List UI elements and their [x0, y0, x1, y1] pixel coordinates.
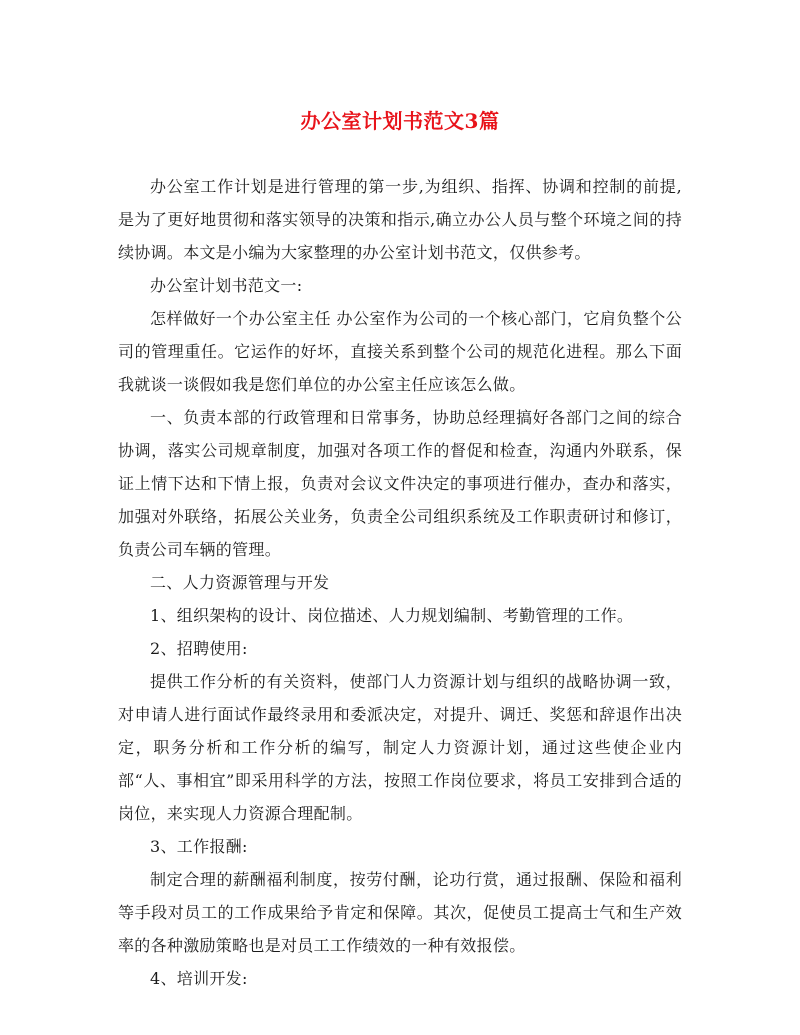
section-heading-sample-one: 办公室计划书范文一: — [150, 276, 303, 295]
document-body — [118, 170, 682, 995]
list-item: 4、培训开发: — [150, 969, 248, 988]
body-paragraph: 制定合理的薪酬福利制度，按劳付酬，论功行赏，通过报酬、保险和福利等手段对员工的工作成果给予肯定和保障。其次，促使员工提高士气和生产效率的各种激励策略也是对员工工作绩效的一种有效报偿。 — [118, 870, 682, 955]
list-item: 3、工作报酬: — [150, 837, 248, 856]
list-item: 2、招聘使用: — [150, 639, 248, 658]
body-paragraph: 怎样做好一个办公室主任 办公室作为公司的一个核心部门，它肩负整个公司的管理重任。它运作的好坏，直接关系到整个公司的规范化进程。那么下面我就谈一谈假如我是您们单位的办公室主任应该怎么做。 — [118, 309, 682, 394]
list-item: 1、组织架构的设计、岗位描述、人力规划编制、考勤管理的工作。 — [150, 606, 634, 625]
document-title: 办公室计划书范文3篇 — [300, 109, 500, 133]
body-paragraph: 提供工作分析的有关资料，使部门人力资源计划与组织的战略协调一致，对申请人进行面试作最终录用和委派决定，对提升、调迁、奖惩和辞退作出决定，职务分析和工作分析的编写，制定人力资源计划，通过这些使企业内部“人、事相宜”即采用科学的方法，按照工作岗位要求，将员工安排到合适的岗位，来实现人力资源合理配制。 — [118, 672, 682, 823]
body-paragraph: 一、负责本部的行政管理和日常事务，协助总经理搞好各部门之间的综合协调，落实公司规章制度，加强对各项工作的督促和检查，沟通内外联系，保证上情下达和下情上报，负责对会议文件决定的事项进行催办，查办和落实，加强对外联络，拓展公关业务，负责全公司组织系统及工作职责研讨和修订，负责公司车辆的管理。 — [118, 408, 682, 559]
intro-paragraph: 办公室工作计划是进行管理的第一步,为组织、指挥、协调和控制的前提,是为了更好地贯彻和落实领导的决策和指示,确立办公人员与整个环境之间的持续协调。本文是小编为大家整理的办公室计划书范文，仅供参考。 — [118, 177, 682, 262]
section-heading-hr: 二、人力资源管理与开发 — [150, 573, 330, 592]
